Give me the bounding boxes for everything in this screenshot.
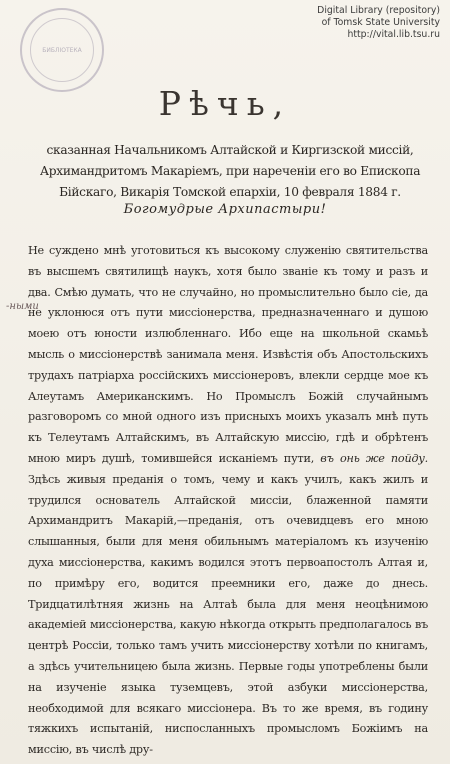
page-title: Рѣчь, <box>158 84 292 123</box>
library-header <box>317 5 440 41</box>
handwritten-margin-note: -ными <box>6 301 39 312</box>
library-name-line: Digital Library (repository) <box>317 5 440 16</box>
body-text-part-a: Не суждено мнѣ уготовиться къ высокому служенію святительства въ высшемъ святилищѣ наукъ, хотя было званіе къ тому и разъ и два. Смѣю думать, что не случайно, но промыслительно было сіе, да не уклонюся отъ пути миссіонерства, предназначеннаго и душою моею отъ юности излюбленнаго. Ибо еще на школьной скамьѣ мысль о миссіонерствѣ занимала меня. Извѣстія объ Апостольскихъ трудахъ патріарха россійскихъ миссіонеровъ, влекли сердце мое къ Алеутамъ Американскимъ. Но Промыслъ Божій случайнымъ разговоромъ со мной одного изъ присныхъ моихъ указалъ мнѣ путь къ Телеутамъ Алтайскимъ, въ Алтайскую миссію, гдѣ и обрѣтенъ мною миръ душѣ, томившейся исканіемъ пути, <box>28 244 428 465</box>
library-url[interactable]: http://vital.lib.tsu.ru <box>347 29 440 40</box>
page-subtitle: сказанная Начальникомъ Алтайской и Киргизской миссій, Архимандритомъ Макаріемъ, при нареченіи его во Епископа Бійскаго, Викарія Томской епархіи, 10 февраля 1884 г. <box>39 143 421 199</box>
stamp-center: БИБЛІОТЕКА <box>30 18 94 82</box>
library-stamp <box>20 8 104 92</box>
body-paragraph <box>28 241 428 761</box>
body-emphasis: въ онь же пойду. <box>320 451 428 465</box>
library-university-line: of Tomsk State University <box>321 17 440 28</box>
body-text-part-b: Здѣсь живыя преданія о томъ, чему и какъ училъ, какъ жилъ и трудился основатель Алтайской миссіи, блаженной памяти Архимандритъ Макарій,—преданія, отъ очевидцевъ его мною слышанныя, были для меня обильнымъ матеріаломъ къ изученію духа миссіонерства, какимъ водился этотъ первоапостолъ Алтая и, по примѣру его, водится преемники его, даже до днесь. Тридцатилѣтняя жизнь на Алтаѣ была для меня неоцѣнимою академіей миссіонерства, какую нѣкогда открыть предполагалось въ центрѣ Россіи, только тамъ учить миссіонерству хотѣли по книгамъ, а здѣсь учительницею была жизнь. Первые годы употреблены были на изученіе языка туземцевъ, этой азбуки миссіонерства, необходимой для всякаго миссіонера. Въ то же время, въ годину тяжкихъ испытаній, ниспосланныхъ промысломъ Божіимъ на миссію, въ числѣ дру- <box>28 472 428 757</box>
salutation: Богомудрые Архипастыри! <box>123 202 327 217</box>
